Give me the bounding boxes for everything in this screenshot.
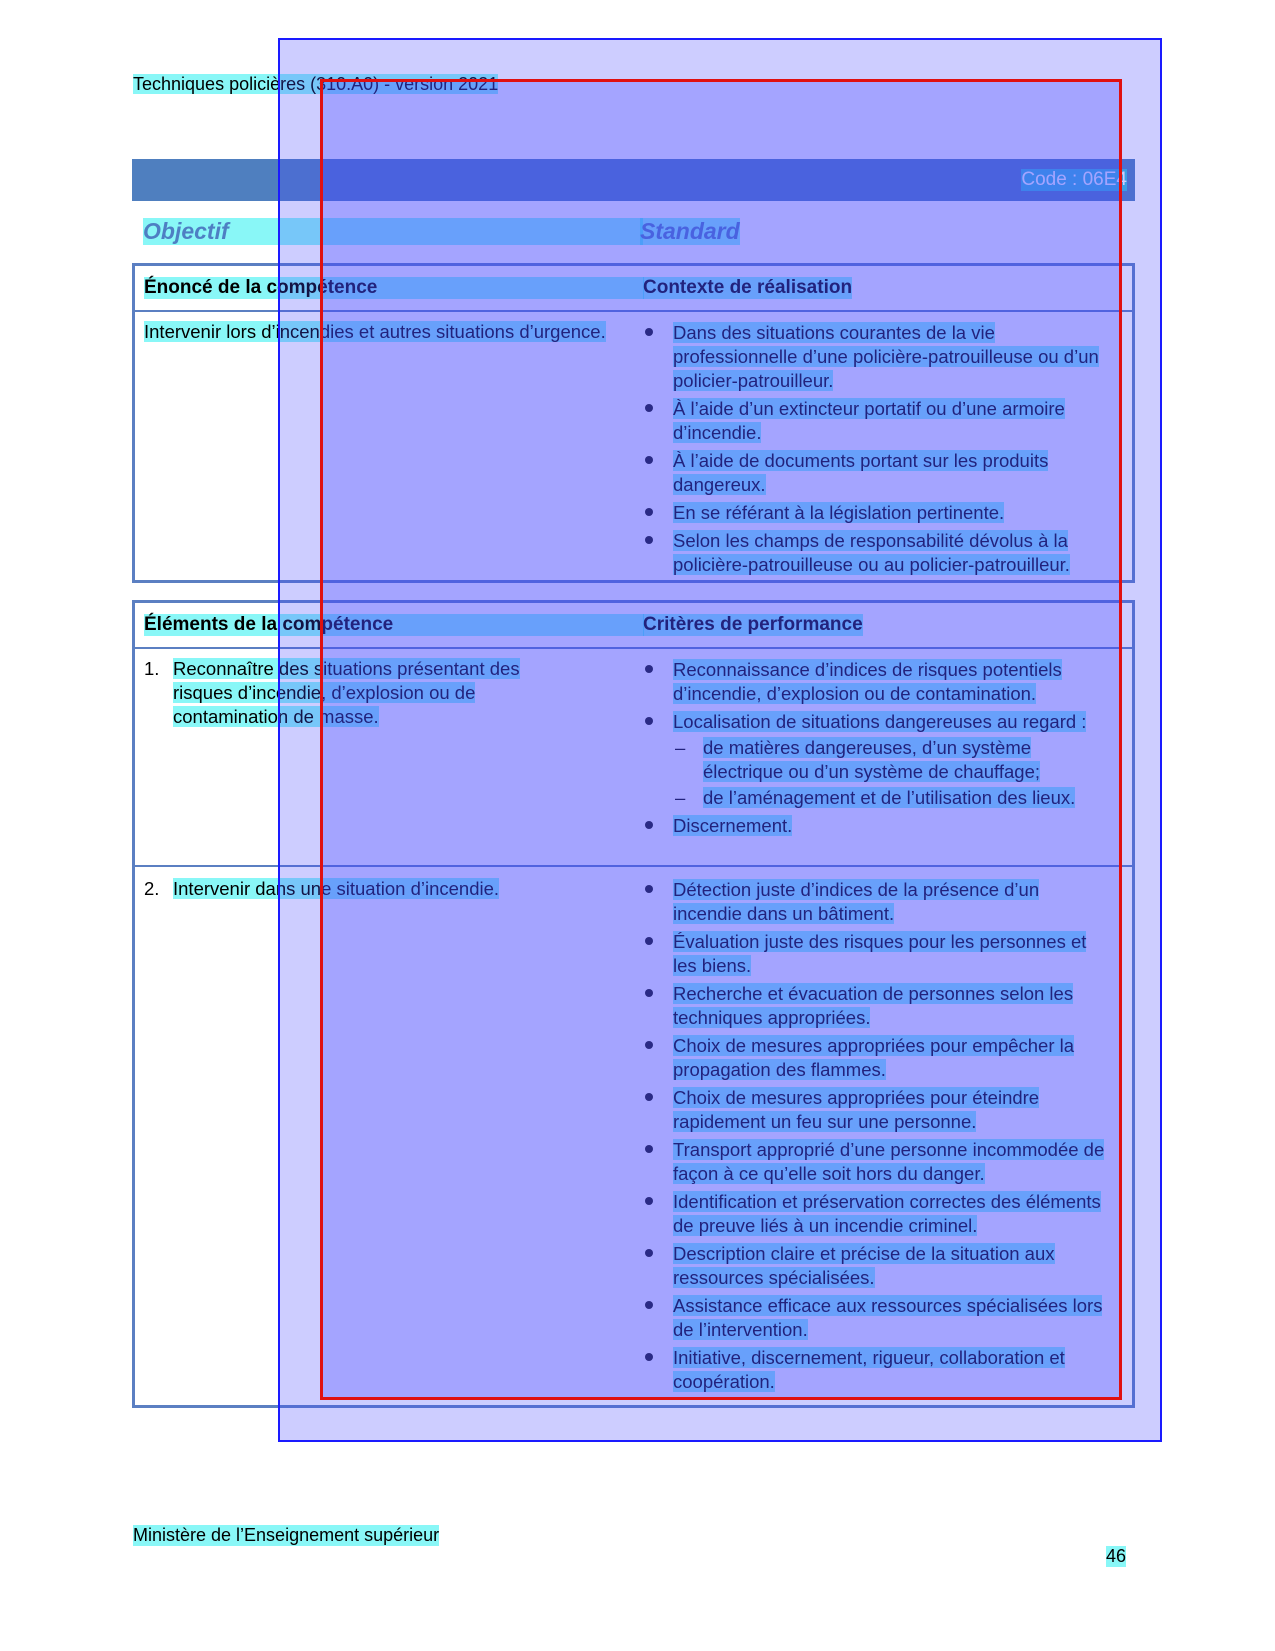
element-number: 1. (144, 658, 160, 679)
competency-code: Code : 06E4 (1021, 169, 1127, 190)
dash-icon: – (675, 787, 686, 808)
competence-statement-label: Énoncé de la compétence (144, 277, 644, 299)
list-item: Choix de mesures appropriées pour éteindre rapidement un feu sur une personne. (643, 1086, 1108, 1134)
realization-context-label: Contexte de réalisation (643, 277, 853, 298)
footer-ministry: Ministère de l’Enseignement supérieur (133, 1525, 440, 1545)
sub-list-item: – de matières dangereuses, d’un système électrique ou d’un système de chauffage; (675, 737, 1040, 782)
list-item: Identification et préservation correctes des éléments de preuve liés à un incendie criminel. (643, 1190, 1108, 1238)
objective-title: Objectif (143, 218, 643, 245)
list-item: Initiative, discernement, rigueur, collaboration et coopération. (643, 1346, 1108, 1394)
list-item: Détection juste d’indices de la présence d’un incendie dans un bâtiment. (643, 878, 1108, 926)
list-item: Dans des situations courantes de la vie professionnelle d’une policière-patrouilleuse ou d’un policier-patrouilleur. (643, 321, 1108, 393)
competence-statement: Intervenir lors d’incendies et autres situations d’urgence. (144, 321, 606, 342)
list-item: En se référant à la législation pertinente. (643, 501, 1108, 525)
list-item: Description claire et précise de la situation aux ressources spécialisées. (643, 1242, 1108, 1290)
list-item: Choix de mesures appropriées pour empêcher la propagation des flammes. (643, 1034, 1108, 1082)
list-item: Selon les champs de responsabilité dévolus à la policière-patrouilleuse ou au policier-patrouilleur. (643, 529, 1108, 577)
page-number: 46 (1106, 1546, 1127, 1566)
document-header: Techniques policières (310.A0) - version 2021 (133, 74, 499, 94)
dash-icon: – (675, 737, 686, 758)
element-text: Intervenir dans une situation d’incendie. (173, 878, 500, 899)
annotation-overlay-inner (320, 79, 1122, 1400)
list-item: Évaluation juste des risques pour les personnes et les biens. (643, 930, 1108, 978)
list-item: À l’aide d’un extincteur portatif ou d’une armoire d’incendie. (643, 397, 1108, 445)
standard-title: Standard (640, 218, 740, 244)
list-item: Assistance efficace aux ressources spécialisées lors de l’intervention. (643, 1294, 1108, 1342)
elements-label: Éléments de la compétence (144, 614, 644, 636)
performance-criteria-label: Critères de performance (643, 614, 863, 635)
sub-list-item: – de l’aménagement et de l’utilisation des lieux. (675, 787, 1076, 808)
element-number: 2. (144, 878, 160, 899)
list-item: Localisation de situations dangereuses au regard : – de matières dangereuses, d’un système électrique ou d’un système de chauffage; – de l’aménagement et de l’utilisation des lieux. (643, 710, 1108, 810)
list-item: Transport approprié d’une personne incommodée de façon à ce qu’elle soit hors du danger. (643, 1138, 1108, 1186)
list-item: Recherche et évacuation de personnes selon les techniques appropriées. (643, 982, 1108, 1030)
list-item: Discernement. (643, 814, 1108, 838)
element-text: Reconnaître des situations présentant des risques d’incendie, d’explosion ou de contamination de masse. (173, 658, 520, 727)
list-item: Reconnaissance d’indices de risques potentiels d’incendie, d’explosion ou de contamination. (643, 658, 1108, 706)
list-item: À l’aide de documents portant sur les produits dangereux. (643, 449, 1108, 497)
